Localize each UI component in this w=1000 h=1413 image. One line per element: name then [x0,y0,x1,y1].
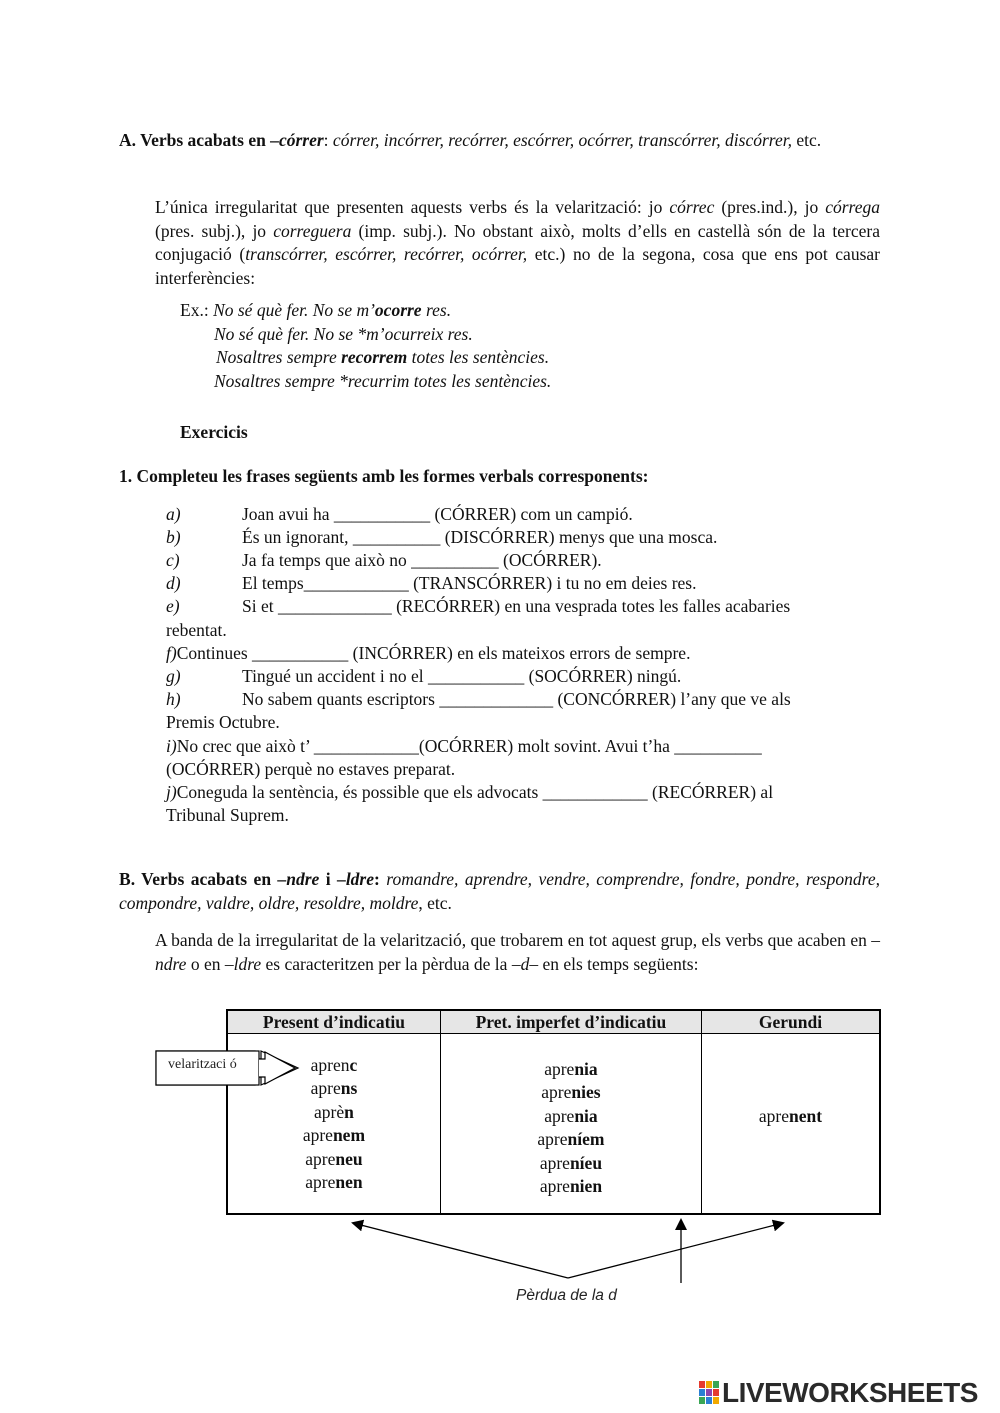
item-g [166,666,880,687]
section-a-verbs: córrer, incórrer, recórrer, escórrer, ocórrer, transcórrer, discórrer, [328,130,792,150]
liveworksheets-logo [698,1378,978,1408]
item-i [166,736,880,757]
liveworksheets-logo-text: LIVEWORKSHEETS [722,1377,978,1408]
item-e-label: e) [166,596,180,616]
present-stem: aprè [314,1101,345,1122]
item-g-text: Tingué un accident i no el ___________ (SOCÓRRER) ningú. [242,666,682,686]
item-j [166,782,880,803]
header-present: Present d’indicatiu [227,1010,440,1034]
intro-b-text-1: A banda de la irregularitat de la velarització, que trobarem en tot aquest grup, els verbs que acaben en [155,930,872,950]
item-a-text: Joan avui ha ___________ (CÓRRER) com un campió. [242,504,633,524]
section-b-verbs: romandre, aprendre, vendre, comprendre, fondre, pondre, respondre, compondre, valdre, oldre, resoldre, moldre [119,869,880,913]
imperfect-form [441,1081,701,1104]
item-c-label: c) [166,550,180,570]
imperfect-stem: apre [544,1105,575,1126]
intro-a-italic-4: transcórrer, escórrer, recórrer, ocórrer, [245,244,528,264]
imperfect-ending: níeu [569,1152,603,1173]
item-f-label: f) [166,643,177,663]
intro-a-text-2: (pres.ind.), jo [714,197,826,217]
item-h-text-2: Premis Octubre. [166,712,280,732]
present-stem: apre [305,1172,336,1193]
example-3b: recorrem [341,347,408,367]
present-ending: nem [332,1125,366,1146]
section-a-label: A. Verbs acabats en [119,130,271,150]
example-4-text: Nosaltres sempre *recurrim totes les sentències. [214,370,552,391]
item-j-text-1: Coneguda la sentència, és possible que els advocats ____________ (RECÓRRER) al [176,782,774,802]
item-e-text-1: Si et _____________ (RECÓRRER) en una vesprada totes les falles acabaries [242,596,791,616]
loss-arrows [0,1210,1000,1330]
item-e [166,596,880,617]
table-header-row [227,1010,880,1034]
imperfect-form [441,1175,701,1198]
example-1 [180,299,551,323]
section-b-mid: . Verbs acabats en [130,869,278,889]
imperfect-stem: apre [539,1152,570,1173]
intro-b-italic-1: –ndre [155,930,880,974]
intro-a-text-5: etc.) no de la segona, cosa que ens pot causar interferències: [155,244,880,288]
item-h-text-1: No sabem quants escriptors _____________ (CONCÓRRER) l’any que ve als [242,689,791,709]
item-h [166,689,880,710]
section-a-etc: etc. [791,130,822,150]
item-h-label: h) [166,689,181,709]
item-d-text: El temps____________ (TRANSCÓRRER) i tu no em deies res. [242,573,697,593]
table-body-row [227,1034,880,1215]
present-ending: neu [335,1148,363,1169]
liveworksheets-logo-icon [698,1380,720,1406]
section-a-intro [155,196,880,290]
item-b-text: És un ignorant, __________ (DISCÓRRER) menys que una mosca. [242,527,718,547]
imperfect-ending: nies [571,1082,601,1103]
item-b-label: b) [166,527,181,547]
section-b-colon: : [374,869,380,889]
present-form [228,1124,440,1147]
intro-a-italic-2: córrega [825,197,880,217]
gerund-form [702,1105,879,1128]
intro-b-text-4: en els temps següents: [538,953,699,974]
item-e-text-2: rebentat. [166,620,227,640]
imperfect-form [441,1152,701,1175]
item-b [166,527,880,548]
intro-b-text-2: o en [186,953,225,974]
example-prefix: Ex.: [180,300,214,320]
gerund-cell [702,1034,880,1215]
arrow-to-present [353,1223,568,1278]
present-stem: apre [305,1148,336,1169]
present-ending: ns [340,1078,358,1099]
item-f-text: Continues ___________ (INCÓRRER) en els mateixos errors de sempre. [176,643,691,663]
item-c-text: Ja fa temps que això no __________ (OCÓRRER). [242,550,602,570]
item-c [166,550,880,571]
present-form [228,1171,440,1194]
intro-b-italic-3: –d– [511,953,539,974]
example-2-text: No sé què fer. No se *m’ocurreix res. [214,323,473,344]
present-form [228,1148,440,1171]
loss-caption: Pèrdua de la d [516,1287,617,1304]
section-b-suffix-1: –ndre [277,869,320,889]
intro-a-text-4: (imp. subj.). No obstant això, molts d’ells en castellà són de la tercera conjugació ( [155,220,880,264]
imperfect-ending: nien [569,1176,603,1197]
header-imperfect: Pret. imperfet d’indicatiu [440,1010,701,1034]
header-gerund: Gerundi [702,1010,880,1034]
imperfect-stem: apre [537,1129,568,1150]
item-a [166,504,880,525]
intro-b-italic-2: –ldre [224,953,262,974]
item-a-label: a) [166,504,181,524]
imperfect-stem: apre [539,1176,570,1197]
section-b-title [119,868,880,915]
section-b-label: B [119,869,131,889]
present-stem: apren [310,1055,350,1075]
intro-a-italic-1: córrec [669,197,715,217]
item-d-label: d) [166,573,181,593]
imperfect-form [441,1105,701,1128]
item-i-label: i) [166,736,177,756]
item-j-label: j) [166,782,177,802]
question-1 [119,466,648,487]
item-g-label: g) [166,666,181,686]
item-h-cont [166,712,880,733]
item-j-cont [166,805,880,826]
present-stem: apre [302,1125,333,1146]
present-form [228,1101,440,1124]
examples-block [180,299,551,393]
arrow-to-gerund [568,1223,783,1278]
example-3a: Nosaltres sempre [216,347,342,367]
present-ending: n [344,1101,354,1122]
section-b-etc: , etc. [418,892,452,913]
example-4 [180,370,551,394]
intro-a-text-1: L’única irregularitat que presenten aquests verbs és la velarització: jo [155,197,670,217]
section-b-suffix-2: –ldre [337,869,375,889]
intro-a-italic-3: correguera [273,220,352,241]
section-a-title [119,129,880,153]
imperfect-form [441,1058,701,1081]
present-stem: apre [310,1078,341,1099]
callout-text: velaritzaci ó [168,1057,237,1072]
exercises-heading [180,422,248,443]
example-1c: res. [421,300,452,320]
imperfect-stem: apre [541,1082,572,1103]
example-1b: ocorre [374,300,422,320]
present-ending: nen [335,1172,363,1193]
imperfect-ending: nia [574,1105,598,1126]
item-i-cont [166,759,880,780]
imperfect-form [441,1128,701,1151]
item-d [166,573,880,594]
gerund-stem: apre [758,1106,790,1126]
example-3 [180,346,551,370]
imperfect-cell [440,1034,701,1215]
section-b-intro [155,929,880,976]
item-i-text-2: (OCÓRRER) perquè no estaves preparat. [166,759,456,779]
question-1-text: 1. Completeu les frases següents amb les formes verbals corresponents: [119,466,649,486]
gerund-ending: nent [789,1106,823,1126]
section-a-suffix: –córrer [270,130,324,150]
imperfect-ending: níem [567,1129,605,1150]
imperfect-stem: apre [544,1059,575,1079]
item-f [166,643,880,664]
example-1a: No sé què fer. No se m’ [213,300,375,320]
item-e-cont [166,620,880,641]
conjugation-table [226,1009,881,1215]
exercises-heading-text: Exercicis [180,422,248,442]
example-3c: totes les sentències. [407,347,550,367]
imperfect-ending: nia [574,1059,598,1079]
section-a-colon: : [323,130,329,150]
intro-a-text-3: (pres. subj.), jo [155,220,274,241]
section-b-and: i [319,869,338,889]
item-i-text-1: No crec que això t’ ____________(OCÓRRER) molt sovint. Avui t’ha __________ [176,736,762,756]
intro-b-text-3: es caracteritzen per la pèrdua de la [261,953,512,974]
example-2 [180,323,551,347]
present-ending: c [349,1055,358,1075]
item-j-text-2: Tribunal Suprem. [166,805,289,825]
